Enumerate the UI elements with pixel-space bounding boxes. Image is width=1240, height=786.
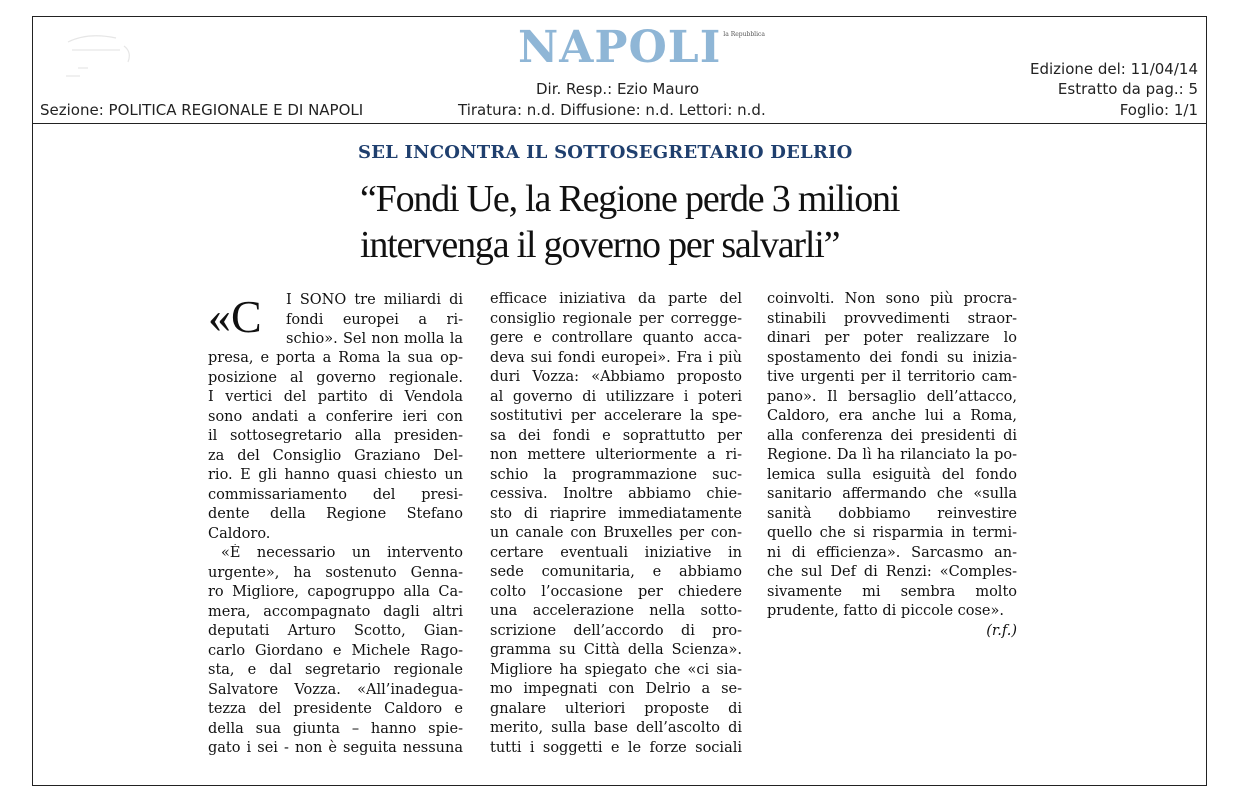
author-signature: (r.f.) [986, 622, 1017, 639]
text-line: cessiva. Inoltre abbiamo chie- [490, 486, 742, 502]
text-line: gere e controllare quanto acca- [490, 330, 742, 346]
text-line: una accelerazione nella sotto- [490, 603, 742, 619]
text-line: fondi europei a ri- [286, 311, 463, 328]
text-line: gato i sei - non è seguita nessuna [208, 740, 463, 756]
text-line: duri Vozza: «Abbiamo proposto [490, 369, 742, 385]
text-line: Regione. Da lì ha rilanciato la po- [767, 447, 1017, 463]
text-line: posizione al governo regionale. [208, 369, 463, 386]
text-line: Salvatore Vozza. «All’inadegua- [208, 681, 463, 698]
text-line: mo impegnati con Delrio a se- [490, 681, 742, 697]
text-line: un canale con Bruxelles per con- [490, 525, 742, 541]
text-line: schio». Sel non molla la [286, 331, 463, 347]
sheet-number: Foglio: 1/1 [1119, 101, 1198, 119]
text-line: dente della Regione Stefano [208, 506, 463, 522]
text-line: sostitutivi per accelerare la spe- [490, 408, 742, 424]
text-line: presa, e porta a Roma la sua op- [208, 350, 463, 366]
text-line: stinabili provvedimenti straor- [767, 310, 1017, 327]
column-lines [767, 290, 1017, 641]
text-line: tezza del presidente Caldoro e [208, 701, 463, 717]
text-line: sanitario affermando che «sulla [767, 486, 1017, 502]
text-line: coinvolti. Non sono più procra- [767, 291, 1017, 307]
director-line: Dir. Resp.: Ezio Mauro [536, 80, 700, 98]
text-line: merito, sulla base dell’ascolto di [490, 720, 742, 736]
text-line: certare eventuali iniziative in [490, 544, 742, 561]
text-line: mera, accompagnato dagli altri [208, 603, 463, 620]
dropcap-lines [286, 291, 463, 350]
text-line: sanità dobbiamo reinvestire [767, 505, 1017, 522]
headline-line: “Fondi Ue, la Regione perde 3 milioni [360, 178, 900, 220]
text-line: schio la programmazione suc- [490, 466, 742, 483]
header-divider [32, 123, 1207, 124]
article-column-3 [767, 290, 1017, 641]
text-line: alla conferenza dei presidenti di [767, 427, 1017, 444]
extract-page: Estratto da pag.: 5 [1057, 80, 1198, 98]
text-line: gnalare ulteriori proposte di [490, 700, 742, 717]
text-line: spostamento dei fondi su inizia- [767, 349, 1017, 366]
text-line: sa dei fondi e soprattutto per [490, 427, 742, 444]
text-line: deva sui fondi europei». Fra i più [490, 349, 742, 366]
article-column-2 [490, 290, 742, 758]
text-line: tutti i soggetti e le forze sociali [490, 739, 742, 756]
text-line: I vertici del partito di Vendola [208, 389, 463, 405]
article-headline [360, 176, 920, 268]
column-lines [490, 290, 742, 758]
masthead [518, 22, 765, 73]
text-line: sivamente mi sembra molto [767, 583, 1017, 600]
text-line: lemica sulla esiguità del fondo [767, 466, 1017, 483]
text-line: prudente, fatto di piccole cose». [767, 603, 1004, 619]
text-line: deputati Arturo Scotto, Gian- [208, 623, 463, 639]
text-line: I SONO tre miliardi di [286, 292, 463, 308]
text-line: della sua giunta – hanno spie- [208, 720, 463, 737]
text-line: tive urgenti per il territorio cam- [767, 369, 1017, 385]
text-line: za del Consiglio Graziano Del- [208, 447, 463, 464]
text-line: sono andati a conferire ieri con [208, 408, 463, 425]
text-line: Caldoro. [208, 525, 271, 542]
text-line: carlo Giordano e Michele Rago- [208, 642, 463, 659]
article-column-1 [208, 291, 463, 759]
text-line: Migliore ha spiegato che «ci sia- [490, 661, 742, 678]
masthead-tag: la Repubblica [723, 31, 765, 38]
text-line: consiglio regionale per corregge- [490, 310, 742, 327]
text-line: sto di riaprire immediatamente [490, 505, 742, 522]
edition-date: Edizione del: 11/04/14 [1030, 60, 1198, 78]
text-line: Caldoro, era anche lui a Roma, [767, 408, 1017, 424]
headline-line: intervenga il governo per salvarli” [360, 224, 840, 266]
circulation-line: Tiratura: n.d. Diffusione: n.d. Lettori: n.d. [458, 101, 766, 119]
text-line: dinari per poter realizzare lo [767, 330, 1017, 346]
masthead-title: NAPOLI [518, 22, 722, 73]
text-line: commissariamento del presi- [208, 486, 463, 503]
text-line: scrizione dell’accordo di pro- [490, 622, 742, 639]
text-line: gramma su Città della Scienza». [490, 642, 742, 658]
text-line: ni di efficienza». Sarcasmo an- [767, 544, 1017, 561]
text-line: colto l’occasione per chiedere [490, 583, 742, 600]
text-line: «È necessario un intervento [221, 545, 463, 561]
dropcap-block [208, 291, 463, 349]
text-line: efficace iniziativa da parte del [490, 291, 742, 307]
text-line: al governo di utilizzare i poteri [490, 388, 742, 405]
text-line: quello che si risparmia in termi- [767, 525, 1017, 541]
text-line: urgente», ha sostenuto Genna- [208, 564, 463, 581]
column-lines [208, 349, 463, 759]
text-line: pano». Il bersaglio dell’attacco, [767, 388, 1017, 405]
text-line: sta, e dal segretario regionale [208, 662, 463, 678]
faded-logo-stamp [58, 28, 144, 84]
text-line: sede comunitaria, e abbiamo [490, 564, 742, 580]
section-line: Sezione: POLITICA REGIONALE E DI NAPOLI [40, 101, 364, 119]
article-kicker: SEL INCONTRA IL SOTTOSEGRETARIO DELRIO [358, 142, 853, 163]
text-line: che sul Def di Renzi: «Comples- [767, 564, 1017, 580]
text-line: ro Migliore, capogruppo alla Ca- [208, 584, 463, 600]
text-line: non mettere ulteriormente a ri- [490, 447, 742, 463]
text-line: rio. E gli hanno quasi chiesto un [208, 467, 463, 483]
dropcap: «C [208, 291, 262, 342]
text-line: il sottosegretario alla presiden- [208, 428, 463, 444]
